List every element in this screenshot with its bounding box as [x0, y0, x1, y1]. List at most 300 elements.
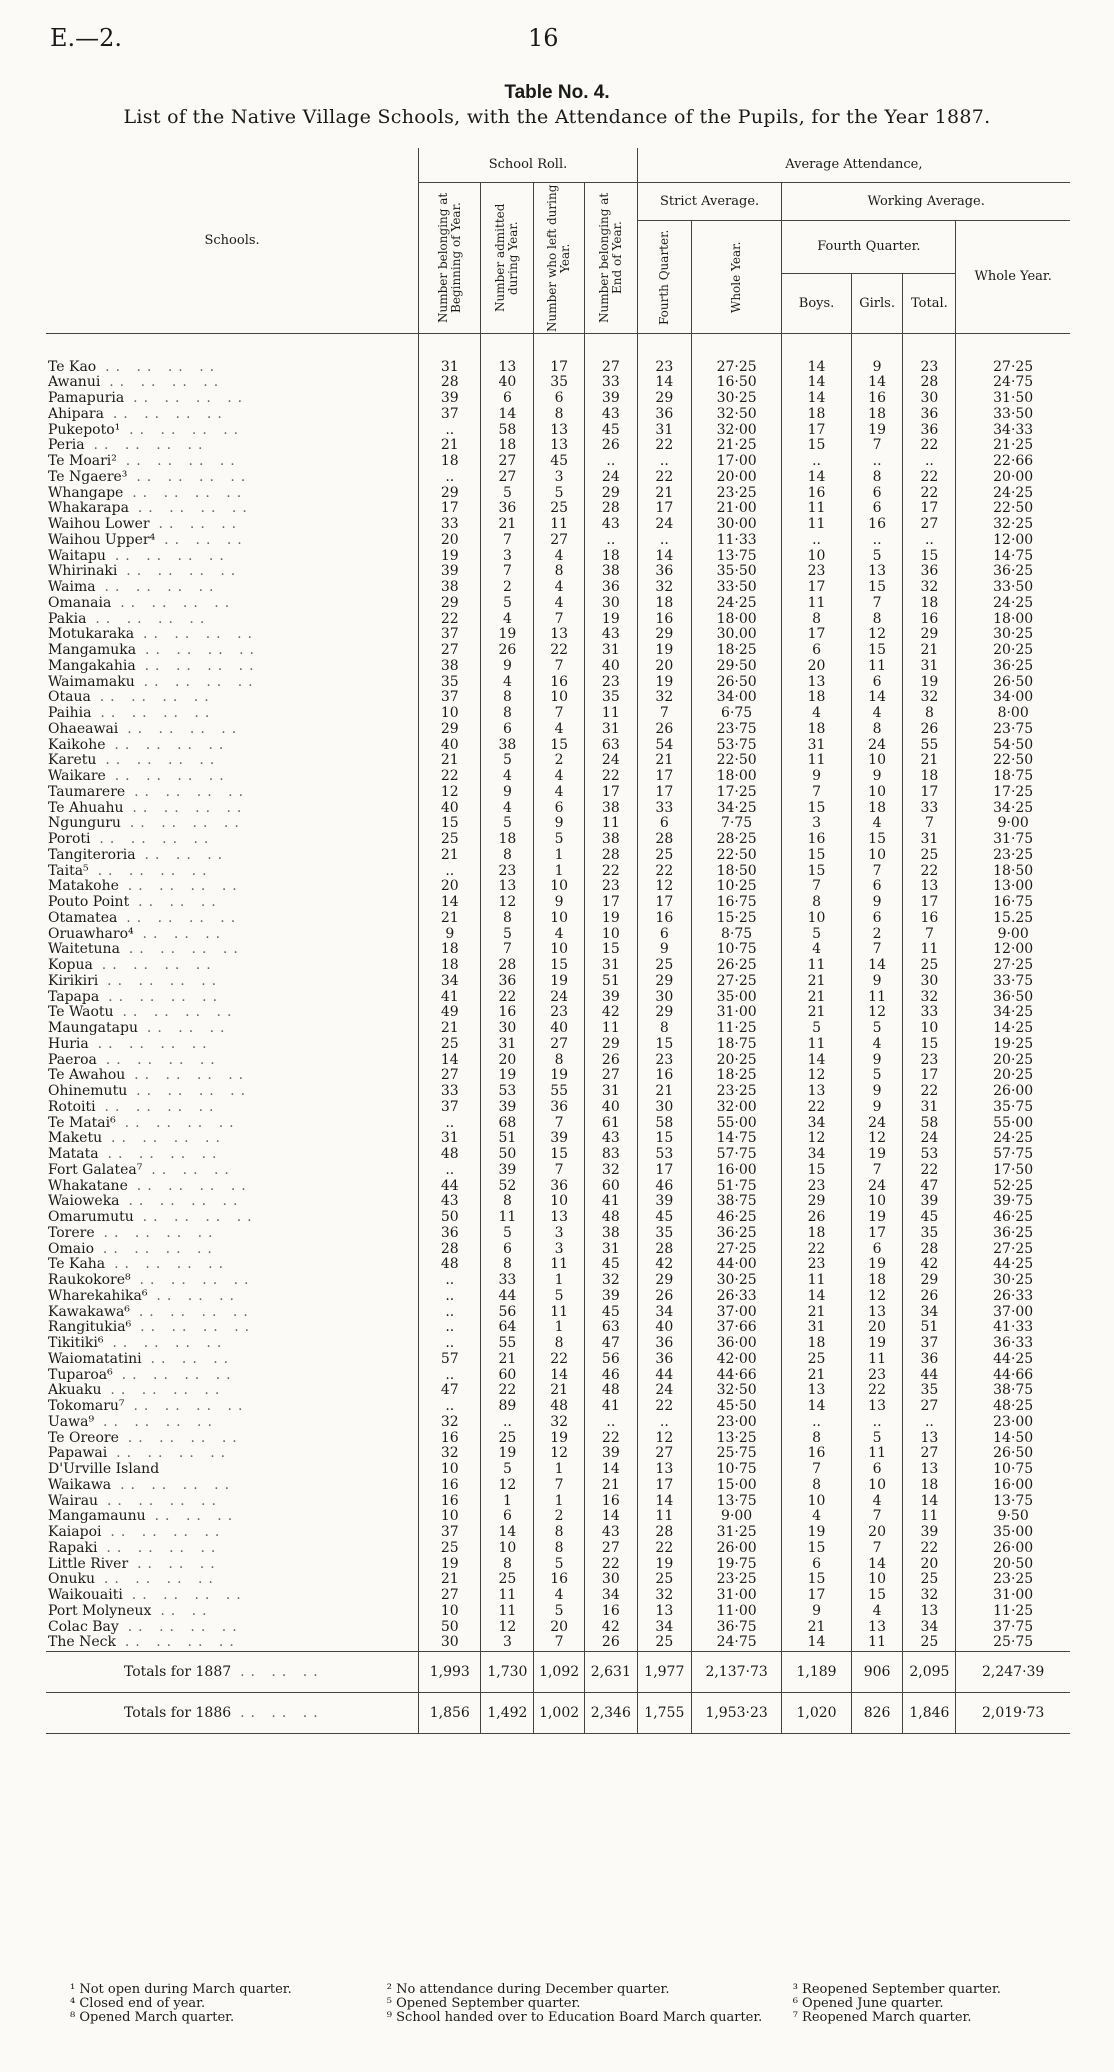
value-cell: 1,755 — [637, 1693, 691, 1734]
school-name-cell — [46, 785, 419, 801]
value-cell: 44 — [419, 1179, 481, 1195]
value-cell: 24·75 — [956, 375, 1070, 391]
table-row — [46, 438, 1070, 454]
value-cell: 13·75 — [691, 1494, 782, 1510]
value-cell: 5 — [481, 816, 534, 832]
value-cell: 7 — [851, 1541, 903, 1557]
value-cell: 9 — [782, 1604, 851, 1620]
value-cell: 14·50 — [956, 1431, 1070, 1447]
value-cell: 9 — [851, 333, 903, 375]
value-cell: 51 — [903, 1320, 956, 1336]
school-name: Tokomaru⁷ — [48, 1399, 125, 1414]
school-name-cell — [46, 1415, 419, 1431]
value-cell: 36 — [637, 1336, 691, 1352]
value-cell: 26 — [584, 1635, 637, 1651]
school-name-cell — [46, 1037, 419, 1053]
value-cell: 19 — [851, 1336, 903, 1352]
value-cell: 13 — [637, 1604, 691, 1620]
leader-dots: .. .. .. .. — [95, 611, 211, 627]
value-cell: 1 — [534, 1320, 585, 1336]
leader-dots: .. .. .. .. — [126, 564, 242, 580]
value-cell: 1,002 — [534, 1693, 585, 1734]
value-cell: 7 — [534, 1478, 585, 1494]
school-name: Uawa⁹ — [48, 1414, 95, 1430]
value-cell: 43 — [419, 1194, 481, 1210]
value-cell: 16 — [782, 832, 851, 848]
value-cell: 10·75 — [691, 942, 782, 958]
value-cell: 25 — [903, 1635, 956, 1651]
value-cell: 32 — [419, 1415, 481, 1431]
value-cell: 23 — [782, 1179, 851, 1195]
value-cell: 29 — [419, 596, 481, 612]
value-cell: 40 — [481, 375, 534, 391]
value-cell: 30.00 — [691, 627, 782, 643]
value-cell: 37 — [419, 627, 481, 643]
value-cell: 2,631 — [584, 1652, 637, 1693]
strict-fourth-quarter-header: Fourth Quarter. — [637, 220, 691, 333]
value-cell: 36·25 — [956, 564, 1070, 580]
value-cell: 32 — [534, 1415, 585, 1431]
value-cell: 16 — [637, 911, 691, 927]
value-cell: 13 — [534, 423, 585, 439]
value-cell: 31 — [584, 1084, 637, 1100]
number-left-header: Number who left during Year. — [534, 182, 585, 333]
value-cell: 18·25 — [691, 643, 782, 659]
value-cell: 26·50 — [956, 675, 1070, 691]
value-cell: 36·33 — [956, 1336, 1070, 1352]
value-cell: 19 — [851, 1210, 903, 1226]
value-cell: 27·25 — [956, 333, 1070, 375]
value-cell: 25 — [903, 1572, 956, 1588]
value-cell: 44·66 — [956, 1368, 1070, 1384]
value-cell: 18 — [782, 690, 851, 706]
value-cell: 35·50 — [691, 564, 782, 580]
value-cell: 5 — [481, 596, 534, 612]
value-cell: 22 — [637, 1541, 691, 1557]
value-cell: 8 — [534, 1525, 585, 1541]
school-name-cell — [46, 1572, 419, 1588]
leader-dots: .. .. .. .. — [104, 1099, 220, 1115]
value-cell: 40 — [534, 1021, 585, 1037]
value-cell: 19 — [637, 643, 691, 659]
value-cell: 31·00 — [956, 1588, 1070, 1604]
value-cell: 27·25 — [691, 1242, 782, 1258]
value-cell: 7 — [534, 1635, 585, 1651]
value-cell: 11·25 — [691, 1021, 782, 1037]
leader-dots: .. .. .. .. — [103, 1225, 219, 1241]
value-cell: 8 — [782, 895, 851, 911]
leader-dots: .. .. .. .. — [114, 548, 230, 564]
value-cell: 26 — [584, 438, 637, 454]
table-subtitle: List of the Native Village Schools, with the Attendance of the Pupils, for the Year 1887. — [123, 106, 991, 128]
table-title: Table No. 4. — [504, 82, 610, 103]
school-name-cell — [46, 974, 419, 990]
value-cell: 18 — [903, 596, 956, 612]
value-cell: 40 — [584, 659, 637, 675]
school-name: Kawakawa⁶ — [48, 1304, 130, 1320]
school-name-cell — [46, 549, 419, 565]
school-name: Fort Galatea⁷ — [48, 1162, 143, 1178]
value-cell: 3 — [481, 1635, 534, 1651]
value-cell: 1,492 — [481, 1693, 534, 1734]
value-cell: 27 — [419, 1588, 481, 1604]
value-cell: 32·50 — [691, 407, 782, 423]
value-cell: 18 — [903, 769, 956, 785]
value-cell: 15·25 — [691, 911, 782, 927]
school-name-cell — [46, 1005, 419, 1021]
value-cell: 46·25 — [691, 1210, 782, 1226]
value-cell: 7 — [534, 612, 585, 628]
table-row — [46, 549, 1070, 565]
school-name-cell — [46, 911, 419, 927]
value-cell: 30 — [584, 596, 637, 612]
school-name: Papawai — [48, 1446, 108, 1462]
value-cell: 47 — [419, 1383, 481, 1399]
value-cell: 38 — [584, 1226, 637, 1242]
school-name: Waiomatatini — [48, 1351, 142, 1367]
value-cell: 7 — [534, 659, 585, 675]
value-cell: 23 — [903, 333, 956, 375]
school-name-cell — [46, 1557, 419, 1573]
value-cell: 24 — [903, 1131, 956, 1147]
value-cell: 21 — [419, 911, 481, 927]
leader-dots: .. .. .. .. — [127, 879, 243, 895]
value-cell: 58 — [481, 423, 534, 439]
strict-average-header: Strict Average. — [637, 182, 782, 220]
value-cell: 39 — [481, 1100, 534, 1116]
value-cell: 18 — [851, 1273, 903, 1289]
value-cell: 16·50 — [691, 375, 782, 391]
school-name-cell — [46, 1494, 419, 1510]
value-cell: 32 — [637, 1588, 691, 1604]
value-cell: 13 — [903, 1431, 956, 1447]
value-cell: 51·75 — [691, 1179, 782, 1195]
value-cell: 16 — [903, 911, 956, 927]
value-cell: 27·25 — [956, 1242, 1070, 1258]
leader-dots: .. .. .. .. — [93, 438, 209, 454]
value-cell: 16 — [637, 612, 691, 628]
value-cell: 41·33 — [956, 1320, 1070, 1336]
school-name-cell — [46, 1116, 419, 1132]
value-cell: 6 — [637, 816, 691, 832]
value-cell: 23 — [481, 864, 534, 880]
leader-dots: .. .. .. .. — [134, 784, 250, 800]
leader-dots: .. .. .. .. — [112, 406, 228, 422]
value-cell: 5 — [782, 927, 851, 943]
value-cell: 33 — [903, 1005, 956, 1021]
value-cell: 28 — [903, 375, 956, 391]
table-body — [46, 333, 1070, 1734]
value-cell: 37·00 — [956, 1305, 1070, 1321]
value-cell: 20 — [419, 533, 481, 549]
value-cell: 15 — [851, 832, 903, 848]
value-cell: .. — [419, 1289, 481, 1305]
value-cell: 27 — [903, 1446, 956, 1462]
value-cell: 44 — [903, 1368, 956, 1384]
value-cell: 58 — [903, 1116, 956, 1132]
value-cell: 21 — [903, 643, 956, 659]
value-cell: 9 — [534, 816, 585, 832]
value-cell: 6 — [851, 1462, 903, 1478]
value-cell: 36·25 — [691, 1226, 782, 1242]
value-cell: 44·25 — [956, 1352, 1070, 1368]
value-cell: 24 — [851, 1179, 903, 1195]
value-cell: 55 — [534, 1084, 585, 1100]
value-cell: 17·25 — [956, 785, 1070, 801]
value-cell: 27 — [481, 454, 534, 470]
value-cell: 46 — [637, 1179, 691, 1195]
school-name-cell — [46, 1084, 419, 1100]
value-cell: 11 — [782, 596, 851, 612]
value-cell: 10 — [534, 879, 585, 895]
school-name-cell — [46, 879, 419, 895]
school-name-cell — [46, 375, 419, 391]
school-name-cell — [46, 675, 419, 691]
value-cell: 34 — [637, 1620, 691, 1636]
value-cell: 12 — [851, 1131, 903, 1147]
value-cell: .. — [419, 1336, 481, 1352]
value-cell: 6 — [534, 391, 585, 407]
school-name-cell — [46, 454, 419, 470]
value-cell: 41 — [584, 1194, 637, 1210]
value-cell: 35 — [419, 675, 481, 691]
footnote-1: ¹ Not open during March quarter. — [70, 1982, 292, 1997]
value-cell: 16 — [419, 1494, 481, 1510]
value-cell: 48 — [534, 1399, 585, 1415]
school-name: Tikitiki⁶ — [48, 1336, 104, 1351]
leader-dots: .. .. .. — [240, 1664, 324, 1680]
value-cell: 27·25 — [691, 974, 782, 990]
table-row — [46, 1383, 1070, 1399]
value-cell: 20·25 — [956, 1053, 1070, 1069]
value-cell: 28 — [637, 1525, 691, 1541]
school-name: Te Ahuahu — [48, 800, 124, 816]
value-cell: 48·25 — [956, 1399, 1070, 1415]
school-name: Te Matai⁶ — [48, 1115, 116, 1131]
table-row — [46, 517, 1070, 533]
value-cell: 22 — [903, 864, 956, 880]
value-cell: 26·50 — [956, 1446, 1070, 1462]
school-name-cell — [46, 1383, 419, 1399]
value-cell: 26 — [637, 722, 691, 738]
value-cell: 31 — [419, 333, 481, 375]
value-cell: 18 — [481, 832, 534, 848]
value-cell: 35 — [584, 690, 637, 706]
value-cell: 12 — [851, 1289, 903, 1305]
leader-dots: .. .. .. .. — [114, 1257, 230, 1273]
value-cell: 14·75 — [956, 549, 1070, 565]
school-name: Whirinaki — [48, 564, 118, 580]
value-cell: 21 — [419, 1021, 481, 1037]
strict-whole-year-header: Whole Year. — [691, 220, 782, 333]
value-cell: 20 — [481, 1053, 534, 1069]
value-cell: 49 — [419, 1005, 481, 1021]
school-name-cell — [46, 391, 419, 407]
value-cell: 16 — [481, 1005, 534, 1021]
value-cell: 19 — [851, 1257, 903, 1273]
value-cell: 34·25 — [956, 1005, 1070, 1021]
school-name-cell — [46, 643, 419, 659]
value-cell: .. — [782, 533, 851, 549]
value-cell: 22·66 — [956, 454, 1070, 470]
value-cell: 11 — [782, 501, 851, 517]
value-cell: 16·75 — [956, 895, 1070, 911]
leader-dots: .. .. .. .. — [142, 1210, 258, 1225]
school-name: Otamatea — [48, 910, 118, 926]
value-cell: 9 — [851, 974, 903, 990]
value-cell: 10 — [782, 549, 851, 565]
school-name-cell — [46, 1021, 419, 1037]
school-name-cell — [46, 1194, 419, 1210]
leader-dots: .. .. .. .. — [127, 1430, 243, 1446]
value-cell: 9 — [851, 1100, 903, 1116]
value-cell: 38 — [481, 738, 534, 754]
leader-dots: .. .. .. .. — [120, 595, 236, 611]
value-cell: 20 — [851, 1320, 903, 1336]
value-cell: 34 — [903, 1620, 956, 1636]
value-cell: 35·00 — [691, 990, 782, 1006]
value-cell: 10 — [481, 1541, 534, 1557]
value-cell: 43 — [584, 627, 637, 643]
value-cell: 2 — [534, 1509, 585, 1525]
value-cell: 45 — [534, 454, 585, 470]
value-cell: 36 — [419, 1226, 481, 1242]
leader-dots: .. .. .. .. — [121, 1367, 237, 1383]
value-cell: 41 — [419, 990, 481, 1006]
value-cell: 25 — [637, 1572, 691, 1588]
school-name: Tangiteroria — [48, 847, 136, 863]
school-name-cell — [46, 864, 419, 880]
value-cell: 14 — [637, 375, 691, 391]
value-cell: 15 — [637, 1131, 691, 1147]
value-cell: 46 — [584, 1368, 637, 1384]
value-cell: 11 — [851, 659, 903, 675]
value-cell: .. — [419, 1399, 481, 1415]
value-cell: 34·00 — [956, 690, 1070, 706]
value-cell: 29 — [782, 1194, 851, 1210]
school-name: Raukokore⁸ — [48, 1273, 131, 1288]
value-cell: 14 — [782, 1053, 851, 1069]
leader-dots: .. .. .. .. — [105, 358, 221, 375]
value-cell: 22 — [903, 438, 956, 454]
table-row — [46, 1509, 1070, 1525]
school-name: Rotoiti — [48, 1099, 96, 1115]
value-cell: 31 — [584, 722, 637, 738]
value-cell: 9·00 — [956, 927, 1070, 943]
value-cell: 17 — [903, 1068, 956, 1084]
value-cell: 22 — [903, 1541, 956, 1557]
value-cell: 15 — [534, 738, 585, 754]
totals-label: Totals for 1887 — [124, 1664, 232, 1680]
value-cell: 6 — [637, 927, 691, 943]
footnote-3: ³ Reopened September quarter. — [792, 1982, 1001, 1997]
value-cell: 26·33 — [956, 1289, 1070, 1305]
value-cell: 27 — [419, 1068, 481, 1084]
table-row — [46, 1226, 1070, 1242]
table-row — [46, 801, 1070, 817]
value-cell: 17 — [782, 627, 851, 643]
value-cell: 8 — [782, 1478, 851, 1494]
value-cell: 26·50 — [691, 675, 782, 691]
table-row — [46, 1541, 1070, 1557]
value-cell: 13·75 — [956, 1494, 1070, 1510]
value-cell: 31·00 — [691, 1005, 782, 1021]
value-cell: 16 — [419, 1478, 481, 1494]
number-beginning-header: Number belonging at Beginning of Year. — [419, 182, 481, 333]
leader-dots: .. .. .. .. — [100, 706, 216, 721]
school-name: Kaikohe — [48, 737, 106, 753]
school-name-cell — [46, 1620, 419, 1636]
value-cell: 9 — [419, 927, 481, 943]
leader-dots: .. .. .. .. — [136, 1178, 252, 1194]
value-cell: 14 — [903, 1494, 956, 1510]
leader-dots: .. .. .. .. — [114, 737, 230, 753]
school-name-cell — [46, 1525, 419, 1541]
value-cell: 18 — [851, 801, 903, 817]
value-cell: 24 — [534, 990, 585, 1006]
value-cell: 7 — [481, 564, 534, 580]
value-cell: 27 — [534, 1037, 585, 1053]
value-cell: 7 — [481, 533, 534, 549]
table-row — [46, 1273, 1070, 1289]
value-cell: 11 — [637, 1509, 691, 1525]
value-cell: .. — [419, 470, 481, 486]
school-name: Peria — [48, 438, 85, 454]
school-name-cell — [46, 659, 419, 675]
value-cell: 29·50 — [691, 659, 782, 675]
value-cell: 33 — [584, 375, 637, 391]
leader-dots: .. .. .. .. — [99, 690, 215, 706]
value-cell: 56 — [584, 1352, 637, 1368]
total-header: Total. — [903, 273, 956, 333]
value-cell: 31 — [903, 1100, 956, 1116]
table-row — [46, 1021, 1070, 1037]
value-cell: 18 — [584, 549, 637, 565]
value-cell: 4 — [851, 1604, 903, 1620]
value-cell: 21 — [782, 1305, 851, 1321]
school-name-cell — [46, 1478, 419, 1494]
table-row — [46, 1084, 1070, 1100]
value-cell: 14 — [851, 375, 903, 391]
school-name-cell — [46, 801, 419, 817]
value-cell: 52·25 — [956, 1179, 1070, 1195]
value-cell: 15 — [534, 1147, 585, 1163]
table-row — [46, 1352, 1070, 1368]
leader-dots: .. .. .. .. — [127, 721, 243, 737]
school-name-cell — [46, 1446, 419, 1462]
value-cell: 7 — [851, 864, 903, 880]
value-cell: 4 — [481, 801, 534, 817]
value-cell: 24 — [851, 738, 903, 754]
value-cell: 33 — [419, 1084, 481, 1100]
value-cell: 29 — [637, 1273, 691, 1289]
value-cell: 23·25 — [956, 1572, 1070, 1588]
value-cell: 34 — [637, 1305, 691, 1321]
value-cell: 20 — [851, 1525, 903, 1541]
value-cell: 38·75 — [691, 1194, 782, 1210]
table-row — [46, 722, 1070, 738]
school-name-cell — [46, 333, 419, 375]
value-cell: 38 — [584, 564, 637, 580]
value-cell: 36·25 — [956, 659, 1070, 675]
table-row — [46, 1147, 1070, 1163]
table-row — [46, 580, 1070, 596]
footnote-5: ⁵ Opened September quarter. — [386, 1996, 581, 2011]
school-name-cell — [46, 753, 419, 769]
value-cell: 6 — [481, 722, 534, 738]
value-cell: 35·75 — [956, 1100, 1070, 1116]
value-cell: 7 — [782, 1462, 851, 1478]
